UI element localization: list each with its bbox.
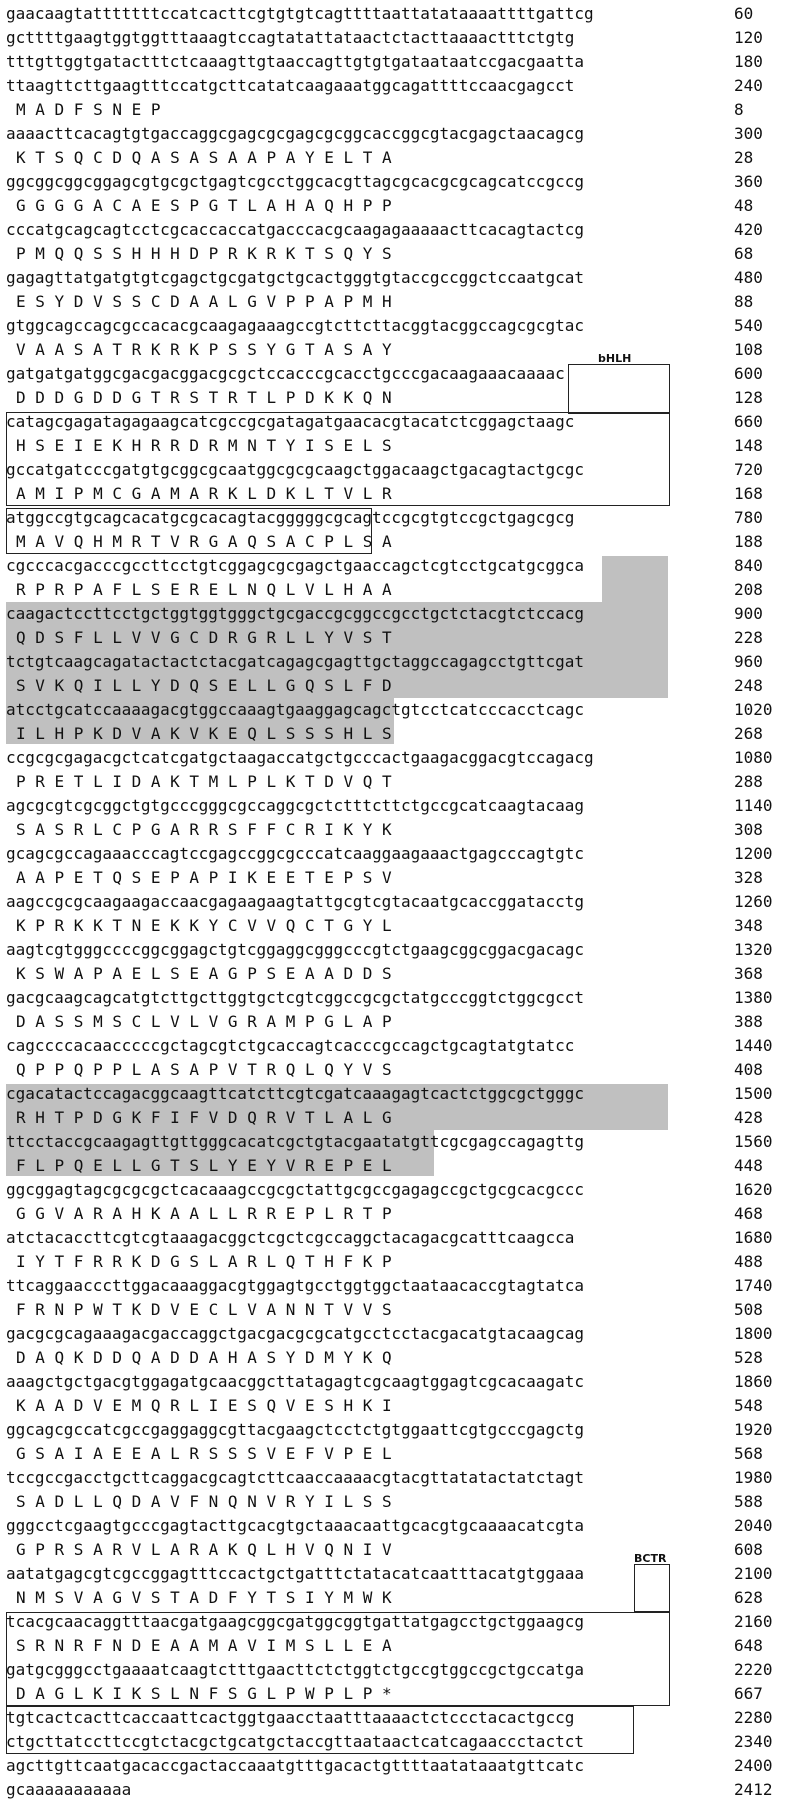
position-number: 1920	[734, 1420, 773, 1439]
nucleotide-line	[6, 1226, 796, 1250]
bhlh-label: bHLH	[598, 352, 632, 365]
protein-line	[6, 290, 796, 314]
nucleotide-sequence: tccgccgacctgcttcaggacgcagtcttcaaccaaaacgtacgttatatactatctagt	[6, 1468, 584, 1487]
nucleotide-line	[6, 218, 796, 242]
position-number: 588	[734, 1492, 763, 1511]
protein-line	[6, 338, 796, 362]
position-number: 128	[734, 388, 763, 407]
nucleotide-line	[6, 122, 796, 146]
position-number: 1260	[734, 892, 773, 911]
nucleotide-line	[6, 50, 796, 74]
nucleotide-line	[6, 746, 796, 770]
amino-acid-sequence: D D D G D D G T R S T R T L P D K K Q N	[16, 388, 392, 407]
position-number: 68	[734, 244, 754, 263]
domain-box	[6, 1706, 634, 1754]
nucleotide-sequence: cgcccacgacccgccttcctgtcggagcgcgagctgaaccagctcgtcctgcatgcggca	[6, 556, 584, 575]
nucleotide-sequence: tgtcactcacttcaccaattcactggtgaacctaatttaaaactctccctacactgccg	[6, 1708, 575, 1727]
amino-acid-sequence: P R E T L I D A K T M L P L K T D V Q T	[16, 772, 392, 791]
position-number: 300	[734, 124, 763, 143]
amino-acid-sequence: S A S R L C P G A R R S F F C R I K Y K	[16, 820, 392, 839]
position-number: 1200	[734, 844, 773, 863]
protein-line	[6, 722, 796, 746]
amino-acid-sequence: A M I P M C G A M A R K L D K L T V L R	[16, 484, 392, 503]
protein-line	[6, 1538, 796, 1562]
nucleotide-line	[6, 650, 796, 674]
position-number: 468	[734, 1204, 763, 1223]
position-number: 328	[734, 868, 763, 887]
amino-acid-sequence: D A G L K I K S L N F S G L P W P L P *	[16, 1684, 392, 1703]
position-number: 368	[734, 964, 763, 983]
position-number: 2100	[734, 1564, 773, 1583]
protein-line	[6, 770, 796, 794]
amino-acid-sequence: G S A I A E E A L R S S S V E F V P E L	[16, 1444, 392, 1463]
position-number: 1560	[734, 1132, 773, 1151]
position-number: 660	[734, 412, 763, 431]
position-number: 2340	[734, 1732, 773, 1751]
position-number: 208	[734, 580, 763, 599]
nucleotide-sequence: gaacaagtatttttttccatcacttcgtgtgtcagttttaattatataaaattttgattcg	[6, 4, 594, 23]
nucleotide-line	[6, 698, 796, 722]
position-number: 188	[734, 532, 763, 551]
amino-acid-sequence: S A D L L Q D A V F N Q N V R Y I L S S	[16, 1492, 392, 1511]
nucleotide-line	[6, 1370, 796, 1394]
nucleotide-line	[6, 554, 796, 578]
nucleotide-sequence: gcagcgccagaaacccagtccgagccggcgcccatcaaggaagaaactgagcccagtgtc	[6, 844, 584, 863]
amino-acid-sequence: K T S Q C D Q A S A S A A P A Y E L T A	[16, 148, 392, 167]
position-number: 308	[734, 820, 763, 839]
protein-line	[6, 1442, 796, 1466]
nucleotide-sequence: cagccccacaacccccgctagcgtctgcaccagtcacccgccagctgcagtatgtatcc	[6, 1036, 575, 1055]
position-number: 600	[734, 364, 763, 383]
nucleotide-line	[6, 1514, 796, 1538]
position-number: 1440	[734, 1036, 773, 1055]
position-number: 2160	[734, 1612, 773, 1631]
amino-acid-sequence: S R N R F N D E A A M A V I M S L L E A	[16, 1636, 392, 1655]
amino-acid-sequence: D A Q K D D Q A D D A H A S Y D M Y K Q	[16, 1348, 392, 1367]
nucleotide-line	[6, 794, 796, 818]
position-number: 408	[734, 1060, 763, 1079]
amino-acid-sequence: Q P P Q P P L A S A P V T R Q L Q Y V S	[16, 1060, 392, 1079]
domain-box	[6, 508, 372, 554]
position-number: 268	[734, 724, 763, 743]
protein-line	[6, 386, 796, 410]
nucleotide-sequence: ggcggagtagcgcgcgctcacaaagccgcgctattgcgccgagagccgctgcgcacgccc	[6, 1180, 584, 1199]
position-number: 1980	[734, 1468, 773, 1487]
position-number: 1860	[734, 1372, 773, 1391]
position-number: 480	[734, 268, 763, 287]
nucleotide-line	[6, 1418, 796, 1442]
amino-acid-sequence: R P R P A F L S E R E L N Q L V L H A A	[16, 580, 392, 599]
nucleotide-sequence: ttaagttcttgaagtttccatgcttcatatcaagaaatggcagattttccaacgagcct	[6, 76, 575, 95]
sequence-figure	[6, 2, 796, 1802]
nucleotide-sequence: cgacatactccagacggcaagttcatcttcgtcgatcaaagagtcactctggcgctgggc	[6, 1084, 584, 1103]
position-number: 2412	[734, 1780, 773, 1799]
nucleotide-line	[6, 890, 796, 914]
amino-acid-sequence: I L H P K D V A K V K E Q L S S S H L S	[16, 724, 392, 743]
domain-box	[634, 1564, 670, 1612]
amino-acid-sequence: K A A D V E M Q R L I E S Q V E S H K I	[16, 1396, 392, 1415]
nucleotide-sequence: tcacgcaacaggtttaacgatgaagcggcgatggcggtgattatgagcctgctggaagcg	[6, 1612, 584, 1631]
nucleotide-sequence: aagtcgtgggccccggcggagctgtcggaggcgggcccgtctgaagcggcggacgacagc	[6, 940, 584, 959]
nucleotide-line	[6, 26, 796, 50]
nucleotide-sequence: agcgcgtcgcggctgtgcccgggcgccaggcgctctttcttctgccgcatcaagtacaag	[6, 796, 584, 815]
amino-acid-sequence: Q D S F L L V V G C D R G R L L Y V S T	[16, 628, 392, 647]
position-number: 420	[734, 220, 763, 239]
nucleotide-sequence: ggcagcgccatcgccgaggaggcgttacgaagctcctctgtggaattcgtgcccgagctg	[6, 1420, 584, 1439]
position-number: 548	[734, 1396, 763, 1415]
nucleotide-line	[6, 1034, 796, 1058]
position-number: 8	[734, 100, 744, 119]
nucleotide-sequence: gacgcgcagaaagacgaccaggctgacgacgcgcatgcctcctacgacatgtacaagcag	[6, 1324, 584, 1343]
position-number: 88	[734, 292, 754, 311]
nucleotide-line	[6, 1178, 796, 1202]
amino-acid-sequence: D A S S M S C L V L V G R A M P G L A P	[16, 1012, 392, 1031]
position-number: 448	[734, 1156, 763, 1175]
amino-acid-sequence: H S E I E K H R R D R M N T Y I S E L S	[16, 436, 392, 455]
nucleotide-sequence: aagccgcgcaagaagaccaacgagaagaagtattgcgtcgtacaatgcaccggatacctg	[6, 892, 584, 911]
nucleotide-line	[6, 1274, 796, 1298]
nucleotide-line	[6, 266, 796, 290]
nucleotide-line	[6, 2, 796, 26]
protein-line	[6, 1010, 796, 1034]
protein-line	[6, 962, 796, 986]
position-number: 108	[734, 340, 763, 359]
amino-acid-sequence: S V K Q I L L Y D Q S E L L G Q S L F D	[16, 676, 392, 695]
nucleotide-sequence: aaagctgctgacgtggagatgcaacggcttatagagtcgcaagtggagtcgcacaagatc	[6, 1372, 584, 1391]
nucleotide-sequence: ttcctaccgcaagagttgttgggcacatcgctgtacgaatatgttcgcgagccagagttg	[6, 1132, 584, 1151]
position-number: 667	[734, 1684, 763, 1703]
position-number: 780	[734, 508, 763, 527]
protein-line	[6, 1154, 796, 1178]
nucleotide-line	[6, 1466, 796, 1490]
position-number: 148	[734, 436, 763, 455]
nucleotide-line	[6, 1322, 796, 1346]
protein-line	[6, 1490, 796, 1514]
position-number: 1500	[734, 1084, 773, 1103]
position-number: 540	[734, 316, 763, 335]
nucleotide-line	[6, 1754, 796, 1778]
position-number: 360	[734, 172, 763, 191]
nucleotide-sequence: gacgcaagcagcatgtcttgcttggtgctcgtcggccgcgctatgcccggtctggcgcct	[6, 988, 584, 1007]
amino-acid-sequence: I Y T F R R K D G S L A R L Q T H F K P	[16, 1252, 392, 1271]
amino-acid-sequence: G G V A R A H K A A L L R R E P L R T P	[16, 1204, 392, 1223]
position-number: 1380	[734, 988, 773, 1007]
protein-line	[6, 674, 796, 698]
amino-acid-sequence: N M S V A G V S T A D F Y T S I Y M W K	[16, 1588, 392, 1607]
position-number: 2400	[734, 1756, 773, 1775]
nucleotide-line	[6, 602, 796, 626]
position-number: 1320	[734, 940, 773, 959]
position-number: 1020	[734, 700, 773, 719]
nucleotide-sequence: gcaaaaaaaaaaa	[6, 1780, 132, 1799]
protein-line	[6, 194, 796, 218]
nucleotide-sequence: caagactccttcctgctggtggtgggctgcgaccgcggccgcctgctctacgtctccacg	[6, 604, 584, 623]
position-number: 648	[734, 1636, 763, 1655]
domain-box	[568, 364, 670, 414]
amino-acid-sequence: G P R S A R V L A R A K Q L H V Q N I V	[16, 1540, 392, 1559]
nucleotide-line	[6, 1082, 796, 1106]
protein-line	[6, 242, 796, 266]
position-number: 2220	[734, 1660, 773, 1679]
position-number: 180	[734, 52, 763, 71]
protein-line	[6, 98, 796, 122]
protein-line	[6, 1106, 796, 1130]
position-number: 608	[734, 1540, 763, 1559]
position-number: 168	[734, 484, 763, 503]
amino-acid-sequence: P M Q Q S S H H H D P R K R K T S Q Y S	[16, 244, 392, 263]
protein-line	[6, 1250, 796, 1274]
amino-acid-sequence: V A A S A T R K R K P S S Y G T A S A Y	[16, 340, 392, 359]
nucleotide-sequence: aatatgagcgtcgccggagtttccactgctgatttctatacatcaatttacatgtggaaa	[6, 1564, 584, 1583]
nucleotide-sequence: gagagttatgatgtgtcgagctgcgatgctgcactgggtgtaccgccggctccaatgcat	[6, 268, 584, 287]
nucleotide-sequence: gccatgatcccgatgtgcggcgcaatggcgcgcaagctggacaagctgacagtactgcgc	[6, 460, 584, 479]
position-number: 348	[734, 916, 763, 935]
nucleotide-sequence: gatgcgggcctgaaaatcaagtctttgaacttctctggtctgccgtggccgctgccatga	[6, 1660, 584, 1679]
position-number: 1140	[734, 796, 773, 815]
nucleotide-line	[6, 362, 796, 386]
position-number: 488	[734, 1252, 763, 1271]
protein-line	[6, 1394, 796, 1418]
position-number: 60	[734, 4, 754, 23]
protein-line	[6, 818, 796, 842]
domain-box	[6, 1612, 670, 1706]
nucleotide-line	[6, 170, 796, 194]
position-number: 840	[734, 556, 763, 575]
position-number: 2040	[734, 1516, 773, 1535]
position-number: 240	[734, 76, 763, 95]
nucleotide-sequence: gggcctcgaagtgcccgagtacttgcacgtgctaaacaattgcacgtgcaaaacatcgta	[6, 1516, 584, 1535]
position-number: 248	[734, 676, 763, 695]
protein-line	[6, 1202, 796, 1226]
protein-line	[6, 1298, 796, 1322]
position-number: 720	[734, 460, 763, 479]
amino-acid-sequence: M A D F S N E P	[16, 100, 161, 119]
nucleotide-line	[6, 938, 796, 962]
position-number: 628	[734, 1588, 763, 1607]
amino-acid-sequence: F R N P W T K D V E C L V A N N T V V S	[16, 1300, 392, 1319]
nucleotide-sequence: atggccgtgcagcacatgcgcacagtacgggggcgcagtccgcgtgtccgctgagcgcg	[6, 508, 575, 527]
nucleotide-sequence: gatgatgatggcgacgacggacgcgctccacccgcacctgcccgacaagaaacaaaac	[6, 364, 565, 383]
position-number: 428	[734, 1108, 763, 1127]
nucleotide-sequence: gtggcagccagcgccacacgcaagagaaagccgtcttcttacggtacggccagcgcgtac	[6, 316, 584, 335]
position-number: 900	[734, 604, 763, 623]
amino-acid-sequence: K S W A P A E L S E A G P S E A A D D S	[16, 964, 392, 983]
protein-line	[6, 146, 796, 170]
nucleotide-sequence: atcctgcatccaaaagacgtggccaaagtgaaggagcagctgtcctcatcccacctcagc	[6, 700, 584, 719]
protein-line	[6, 1586, 796, 1610]
position-number: 288	[734, 772, 763, 791]
nucleotide-line	[6, 1562, 796, 1586]
nucleotide-line	[6, 842, 796, 866]
nucleotide-sequence: tctgtcaagcagatactactctacgatcagagcgagttgctaggccagagcctgttcgat	[6, 652, 584, 671]
nucleotide-sequence: ggcggcggcggagcgtgcgctgagtcgcctggcacgttagcgcacgcgcagcatccgccg	[6, 172, 584, 191]
protein-line	[6, 578, 796, 602]
position-number: 1800	[734, 1324, 773, 1343]
nucleotide-line	[6, 1130, 796, 1154]
domain-box	[6, 412, 670, 506]
position-number: 1680	[734, 1228, 773, 1247]
nucleotide-line	[6, 986, 796, 1010]
position-number: 1080	[734, 748, 773, 767]
position-number: 388	[734, 1012, 763, 1031]
position-number: 2280	[734, 1708, 773, 1727]
nucleotide-sequence: agcttgttcaatgacaccgactaccaaatgtttgacactgttttaatataaatgttcatc	[6, 1756, 584, 1775]
amino-acid-sequence: R H T P D G K F I F V D Q R V T L A L G	[16, 1108, 392, 1127]
nucleotide-sequence: gcttttgaagtggtggtttaaagtccagtatattataactctacttaaaactttctgtg	[6, 28, 575, 47]
nucleotide-line	[6, 74, 796, 98]
position-number: 508	[734, 1300, 763, 1319]
protein-line	[6, 1346, 796, 1370]
position-number: 120	[734, 28, 763, 47]
nucleotide-sequence: tttgttggtgatactttctcaaagttgtaaccagttgtgtgataataatccgacgaatta	[6, 52, 584, 71]
position-number: 568	[734, 1444, 763, 1463]
amino-acid-sequence: F L P Q E L L G T S L Y E Y V R E P E L	[16, 1156, 392, 1175]
amino-acid-sequence: E S Y D V S S C D A A L G V P P A P M H	[16, 292, 392, 311]
nucleotide-sequence: ttcaggaacccttggacaaaggacgtggagtgcctggtggctaataacaccgtagtatca	[6, 1276, 584, 1295]
nucleotide-sequence: catagcgagatagagaagcatcgccgcgatagatgaacacgtacatctcggagctaagc	[6, 412, 575, 431]
amino-acid-sequence: A A P E T Q S E P A P I K E E T E P S V	[16, 868, 392, 887]
nucleotide-sequence: cccatgcagcagtcctcgcaccaccatgacccacgcaagagaaaaacttcacagtactcg	[6, 220, 584, 239]
nucleotide-sequence: ccgcgcgagacgctcatcgatgctaagaccatgctgcccactgaagacggacgtccagacg	[6, 748, 594, 767]
nucleotide-sequence: ctgcttatccttccgtctacgctgcatgctaccgttaataactcatcagaaccctactct	[6, 1732, 584, 1751]
position-number: 228	[734, 628, 763, 647]
position-number: 48	[734, 196, 754, 215]
nucleotide-line	[6, 1778, 796, 1802]
amino-acid-sequence: K P R K K T N E K K Y C V V Q C T G Y L	[16, 916, 392, 935]
protein-line	[6, 1058, 796, 1082]
position-number: 1740	[734, 1276, 773, 1295]
protein-line	[6, 626, 796, 650]
protein-line	[6, 914, 796, 938]
nucleotide-line	[6, 314, 796, 338]
amino-acid-sequence: G G G G A C A E S P G T L A H A Q H P P	[16, 196, 392, 215]
position-number: 960	[734, 652, 763, 671]
amino-acid-sequence: M A V Q H M R T V R G A Q S A C P L S A	[16, 532, 392, 551]
bctr-label: BCTR	[634, 1552, 667, 1565]
position-number: 28	[734, 148, 754, 167]
position-number: 528	[734, 1348, 763, 1367]
nucleotide-sequence: atctacaccttcgtcgtaaagacggctcgctcgccaggctacagacgcatttcaagcca	[6, 1228, 575, 1247]
protein-line	[6, 866, 796, 890]
position-number: 1620	[734, 1180, 773, 1199]
nucleotide-sequence: aaaacttcacagtgtgaccaggcgagcgcgagcgcggcaccggcgtacgagctaacagcg	[6, 124, 584, 143]
